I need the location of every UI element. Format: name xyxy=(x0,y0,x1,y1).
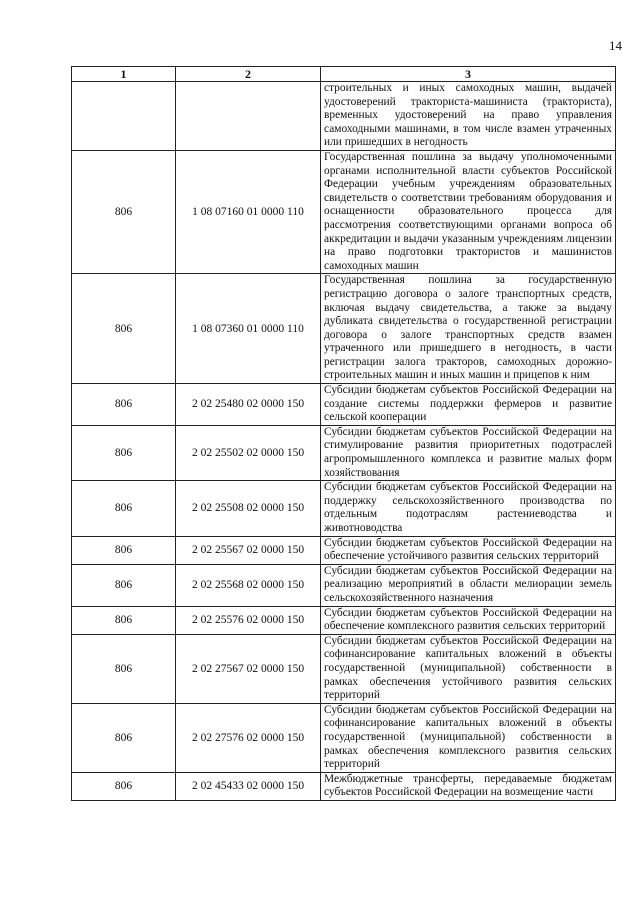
header-col-3: 3 xyxy=(321,67,616,82)
description-cell: Субсидии бюджетам субъектов Российской Федерации на софинансирование капитальных вложений в объекты государственной (муниципальной) собственности в рамках обеспечения устойчивого развития сельских территорий xyxy=(321,634,616,703)
kbk-code-cell: 2 02 45433 02 0000 150 xyxy=(176,772,321,800)
admin-code-cell: 806 xyxy=(72,150,176,273)
description-cell: Субсидии бюджетам субъектов Российской Федерации на софинансирование капитальных вложений в объекты государственной (муниципальной) собственности в рамках обеспечения комплексного развития сельских территорий xyxy=(321,703,616,772)
admin-code-cell: 806 xyxy=(72,564,176,606)
admin-code-cell: 806 xyxy=(72,703,176,772)
description-cell: Субсидии бюджетам субъектов Российской Федерации на реализацию мероприятий в области мелиорации земель сельскохозяйственного назначения xyxy=(321,564,616,606)
description-cell: Субсидии бюджетам субъектов Российской Федерации на создание системы поддержки фермеров и развитие сельской кооперации xyxy=(321,384,616,426)
table-row xyxy=(72,536,616,564)
kbk-code-cell: 1 08 07160 01 0000 110 xyxy=(176,150,321,273)
kbk-code-cell: 2 02 25568 02 0000 150 xyxy=(176,564,321,606)
kbk-code-cell: 2 02 27576 02 0000 150 xyxy=(176,703,321,772)
header-col-2: 2 xyxy=(176,67,321,82)
table-row xyxy=(72,772,616,800)
table-row xyxy=(72,274,616,384)
description-cell: строительных и иных самоходных машин, выдачей удостоверений тракториста-машиниста (тракториста), временных удостоверений на право управления самоходными машинами, в том числе взамен утраченных или пришедших в негодность xyxy=(321,82,616,151)
admin-code-cell: 806 xyxy=(72,425,176,480)
table-row xyxy=(72,564,616,606)
page-number: 14 xyxy=(609,38,622,53)
admin-code-cell: 806 xyxy=(72,772,176,800)
admin-code-cell xyxy=(72,82,176,151)
table-row xyxy=(72,703,616,772)
revenue-codes-table xyxy=(71,66,616,801)
kbk-code-cell: 2 02 25502 02 0000 150 xyxy=(176,425,321,480)
table-row xyxy=(72,82,616,151)
description-cell: Межбюджетные трансферты, передаваемые бюджетам субъектов Российской Федерации на возмещение части xyxy=(321,772,616,800)
table-row xyxy=(72,425,616,480)
description-cell: Субсидии бюджетам субъектов Российской Федерации на стимулирование развития приоритетных подотраслей агропромышленного комплекса и развитие малых форм хозяйствования xyxy=(321,425,616,480)
description-cell: Государственная пошлина за государственную регистрацию договора о залоге транспортных средств, включая выдачу свидетельства, а также за выдачу дубликата свидетельства о государственной регистрации договора о залоге транспортных средств взамен утраченного или пришедшего в негодность, в части регистрации залога тракторов, самоходных дорожно-строительных машин и иных машин и прицепов к ним xyxy=(321,274,616,384)
header-row xyxy=(72,67,616,82)
table-row xyxy=(72,150,616,273)
table-row xyxy=(72,384,616,426)
admin-code-cell: 806 xyxy=(72,606,176,634)
kbk-code-cell: 1 08 07360 01 0000 110 xyxy=(176,274,321,384)
kbk-code-cell: 2 02 27567 02 0000 150 xyxy=(176,634,321,703)
description-cell: Субсидии бюджетам субъектов Российской Федерации на поддержку сельскохозяйственного производства по отдельным подотраслям растениеводства и животноводства xyxy=(321,481,616,536)
admin-code-cell: 806 xyxy=(72,384,176,426)
kbk-code-cell: 2 02 25508 02 0000 150 xyxy=(176,481,321,536)
admin-code-cell: 806 xyxy=(72,536,176,564)
kbk-code-cell: 2 02 25567 02 0000 150 xyxy=(176,536,321,564)
admin-code-cell: 806 xyxy=(72,634,176,703)
header-col-1: 1 xyxy=(72,67,176,82)
description-cell: Государственная пошлина за выдачу уполномоченными органами исполнительной власти субъектов Российской Федерации учебным учреждениям образовательных свидетельств о соответствии требованиям оборудования и оснащенности образовательного процесса для рассмотрения соответствующими органами вопроса об аккредитации и выдачи указанным учреждениям лицензии на право подготовки трактористов и машинистов самоходных машин xyxy=(321,150,616,273)
kbk-code-cell: 2 02 25480 02 0000 150 xyxy=(176,384,321,426)
table-row xyxy=(72,634,616,703)
admin-code-cell: 806 xyxy=(72,274,176,384)
table-row xyxy=(72,481,616,536)
admin-code-cell: 806 xyxy=(72,481,176,536)
table-row xyxy=(72,606,616,634)
kbk-code-cell: 2 02 25576 02 0000 150 xyxy=(176,606,321,634)
description-cell: Субсидии бюджетам субъектов Российской Федерации на обеспечение устойчивого развития сельских территорий xyxy=(321,536,616,564)
kbk-code-cell xyxy=(176,82,321,151)
description-cell: Субсидии бюджетам субъектов Российской Федерации на обеспечение комплексного развития сельских территорий xyxy=(321,606,616,634)
